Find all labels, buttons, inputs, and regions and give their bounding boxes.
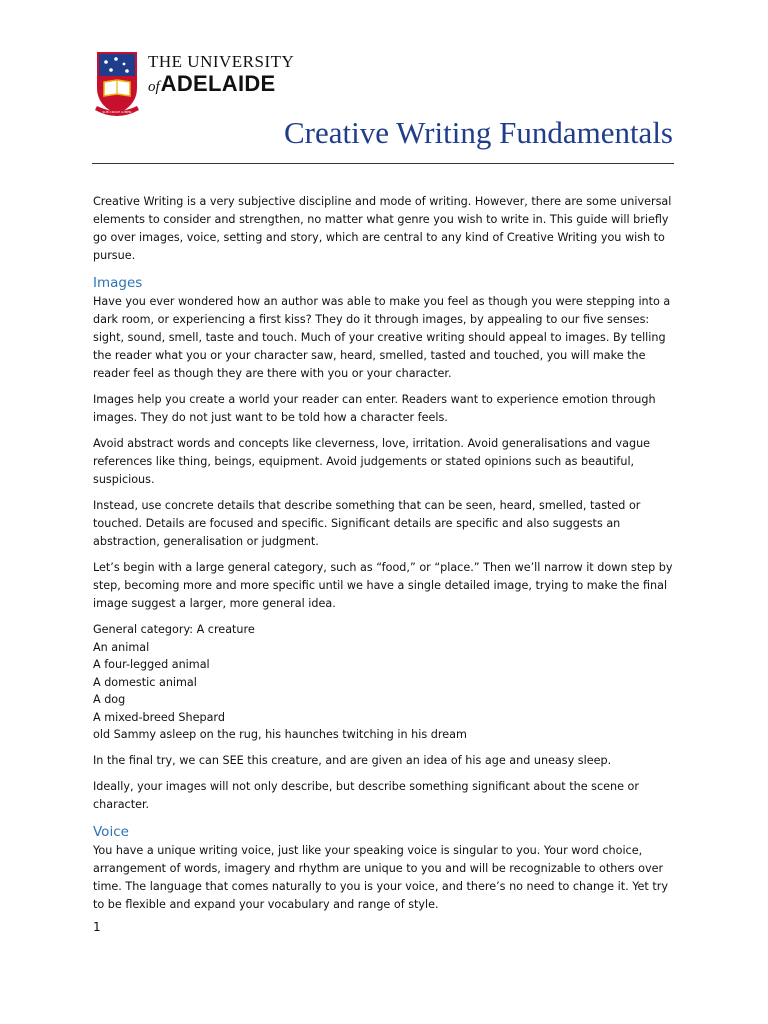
list-item: An animal — [93, 640, 150, 654]
university-name — [148, 52, 294, 99]
intro-paragraph: Creative Writing is a very subjective discipline and mode of writing. However, there are some universal elements to consider and strengthen, no matter what genre you wish to write in. This guide will briefly go over images, voice, setting and story, which are central to any kind of Creative Writing you wish to pursue. — [93, 195, 672, 262]
section-heading-voice: Voice — [93, 823, 129, 840]
university-logo — [94, 50, 294, 120]
specificity-list — [93, 621, 678, 744]
list-item: General category: A creature — [93, 623, 255, 636]
university-crest-icon — [94, 50, 140, 120]
document-title: Creative Writing Fundamentals — [283, 115, 673, 150]
university-name-line1: THE UNIVERSITY — [148, 52, 295, 71]
body-paragraph: Have you ever wondered how an author was able to make you feel as though you were stepping into a dark room, or experiencing a first kiss? They do it through images, by appealing to our five senses: sight, sound, smell, taste and touch. Much of your creative writing should appeal to images. By telling the reader what you or your character saw, heard, smelled, tasted and touched, you will make the reader feel as though they are there with you or your character. — [93, 295, 671, 380]
university-name-adelaide: ADELAIDE — [160, 71, 276, 96]
body-paragraph: Avoid abstract words and concepts like cleverness, love, irritation. Avoid generalisations and vague references like thing, beings, equipment. Avoid judgements or stated opinions such as beautiful, suspicious. — [93, 437, 651, 486]
list-item: old Sammy asleep on the rug, his haunches twitching in his dream — [93, 728, 467, 741]
document-body — [93, 193, 678, 922]
body-paragraph: Instead, use concrete details that describe something that can be seen, heard, smelled, tasted or touched. Details are focused and specific. Significant details are specific and also suggests an abstraction, generalisation or judgment. — [93, 499, 641, 548]
body-paragraph: Let’s begin with a large general category, such as “food,” or “place.” Then we’ll narrow it down step by step, becoming more and more specific until we have a single detailed image, trying to make the final image suggest a larger, more general idea. — [93, 561, 673, 610]
page-number: 1 — [93, 920, 101, 934]
body-paragraph: You have a unique writing voice, just like your speaking voice is singular to you. Your word choice, arrangement of words, imagery and rhythm are unique to you and will be recognizable to others over time. The language that comes naturally to you is your voice, and there’s no need to change it. Yet try to be flexible and expand your vocabulary and range of style. — [93, 843, 668, 911]
body-paragraph: Images help you create a world your reader can enter. Readers want to experience emotion through images. They do not just want to be told how a character feels. — [93, 393, 656, 424]
body-paragraph: Ideally, your images will not only describe, but describe something significant about the scene or character. — [93, 779, 639, 811]
list-item: A mixed-breed Shepard — [93, 710, 225, 724]
section-heading-images: Images — [93, 275, 143, 291]
title-divider — [92, 163, 674, 164]
university-name-of: of — [148, 79, 160, 95]
list-item: A dog — [93, 693, 126, 706]
body-paragraph: In the final try, we can SEE this creature, and are given an idea of his age and uneasy sleep. — [93, 753, 612, 767]
crest-motto: SUB CRUCE LUMEN — [102, 110, 132, 114]
list-item: A four-legged animal — [93, 658, 210, 671]
list-item: A domestic animal — [93, 675, 197, 689]
